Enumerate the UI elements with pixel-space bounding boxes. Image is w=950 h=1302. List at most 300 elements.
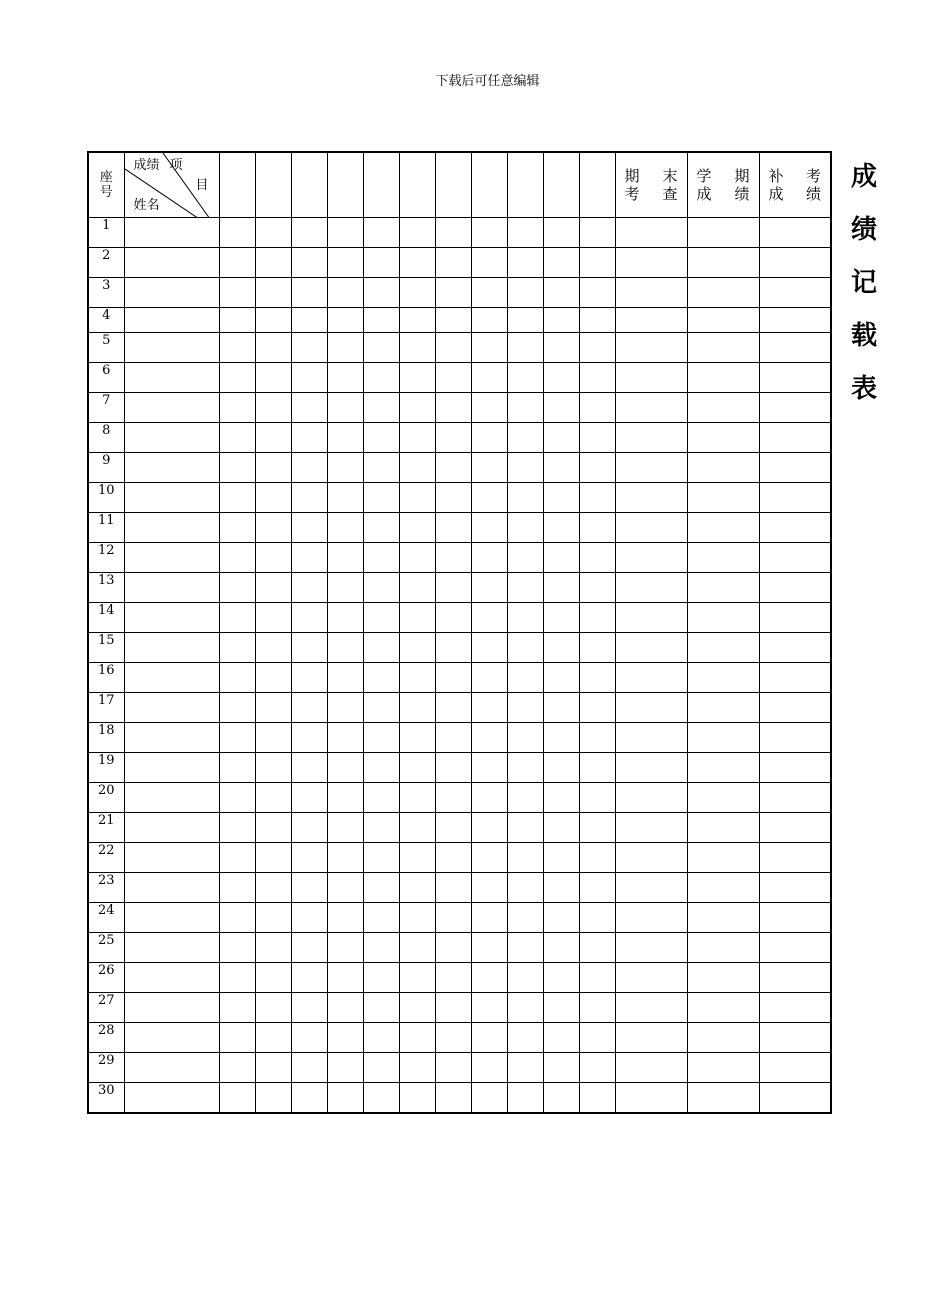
subject-header-cell[interactable] (291, 152, 327, 218)
student-name-cell[interactable] (124, 1023, 219, 1053)
score-cell[interactable] (255, 573, 291, 603)
makeup-exam-cell[interactable] (759, 333, 831, 363)
final-exam-cell[interactable] (615, 483, 687, 513)
score-cell[interactable] (399, 723, 435, 753)
score-cell[interactable] (219, 723, 255, 753)
score-cell[interactable] (507, 423, 543, 453)
final-exam-cell[interactable] (615, 843, 687, 873)
score-cell[interactable] (579, 873, 615, 903)
score-cell[interactable] (291, 723, 327, 753)
score-cell[interactable] (291, 813, 327, 843)
score-cell[interactable] (327, 873, 363, 903)
score-cell[interactable] (471, 843, 507, 873)
score-cell[interactable] (435, 723, 471, 753)
score-cell[interactable] (471, 873, 507, 903)
score-cell[interactable] (291, 1083, 327, 1114)
score-cell[interactable] (579, 693, 615, 723)
score-cell[interactable] (399, 218, 435, 248)
score-cell[interactable] (435, 248, 471, 278)
score-cell[interactable] (219, 483, 255, 513)
score-cell[interactable] (579, 393, 615, 423)
score-cell[interactable] (435, 423, 471, 453)
score-cell[interactable] (219, 633, 255, 663)
score-cell[interactable] (471, 813, 507, 843)
makeup-exam-cell[interactable] (759, 573, 831, 603)
semester-grade-cell[interactable] (687, 218, 759, 248)
semester-grade-cell[interactable] (687, 333, 759, 363)
score-cell[interactable] (579, 333, 615, 363)
score-cell[interactable] (363, 393, 399, 423)
score-cell[interactable] (399, 363, 435, 393)
score-cell[interactable] (219, 333, 255, 363)
score-cell[interactable] (543, 573, 579, 603)
score-cell[interactable] (255, 633, 291, 663)
score-cell[interactable] (327, 1083, 363, 1114)
semester-grade-cell[interactable] (687, 633, 759, 663)
score-cell[interactable] (219, 663, 255, 693)
score-cell[interactable] (543, 933, 579, 963)
score-cell[interactable] (471, 483, 507, 513)
subject-header-cell[interactable] (219, 152, 255, 218)
score-cell[interactable] (291, 903, 327, 933)
semester-grade-cell[interactable] (687, 393, 759, 423)
score-cell[interactable] (471, 248, 507, 278)
score-cell[interactable] (327, 933, 363, 963)
student-name-cell[interactable] (124, 1083, 219, 1114)
score-cell[interactable] (543, 723, 579, 753)
score-cell[interactable] (543, 663, 579, 693)
score-cell[interactable] (471, 1053, 507, 1083)
score-cell[interactable] (471, 513, 507, 543)
score-cell[interactable] (471, 333, 507, 363)
makeup-exam-cell[interactable] (759, 363, 831, 393)
score-cell[interactable] (579, 278, 615, 308)
score-cell[interactable] (219, 543, 255, 573)
score-cell[interactable] (543, 393, 579, 423)
score-cell[interactable] (471, 903, 507, 933)
score-cell[interactable] (363, 308, 399, 333)
score-cell[interactable] (327, 993, 363, 1023)
semester-grade-cell[interactable] (687, 1053, 759, 1083)
score-cell[interactable] (291, 573, 327, 603)
score-cell[interactable] (255, 753, 291, 783)
score-cell[interactable] (507, 1053, 543, 1083)
score-cell[interactable] (579, 423, 615, 453)
score-cell[interactable] (543, 1053, 579, 1083)
subject-header-cell[interactable] (543, 152, 579, 218)
score-cell[interactable] (435, 1083, 471, 1114)
score-cell[interactable] (435, 1053, 471, 1083)
final-exam-cell[interactable] (615, 633, 687, 663)
score-cell[interactable] (219, 308, 255, 333)
score-cell[interactable] (435, 218, 471, 248)
student-name-cell[interactable] (124, 363, 219, 393)
makeup-exam-cell[interactable] (759, 693, 831, 723)
score-cell[interactable] (363, 513, 399, 543)
score-cell[interactable] (435, 573, 471, 603)
score-cell[interactable] (399, 573, 435, 603)
student-name-cell[interactable] (124, 993, 219, 1023)
score-cell[interactable] (327, 573, 363, 603)
score-cell[interactable] (471, 663, 507, 693)
semester-grade-cell[interactable] (687, 963, 759, 993)
score-cell[interactable] (219, 513, 255, 543)
score-cell[interactable] (363, 663, 399, 693)
score-cell[interactable] (399, 248, 435, 278)
semester-grade-cell[interactable] (687, 723, 759, 753)
final-exam-cell[interactable] (615, 813, 687, 843)
score-cell[interactable] (399, 333, 435, 363)
final-exam-cell[interactable] (615, 363, 687, 393)
score-cell[interactable] (471, 1023, 507, 1053)
score-cell[interactable] (363, 278, 399, 308)
score-cell[interactable] (507, 1083, 543, 1114)
student-name-cell[interactable] (124, 423, 219, 453)
makeup-exam-cell[interactable] (759, 1083, 831, 1114)
score-cell[interactable] (363, 843, 399, 873)
score-cell[interactable] (327, 308, 363, 333)
score-cell[interactable] (507, 278, 543, 308)
score-cell[interactable] (291, 1023, 327, 1053)
student-name-cell[interactable] (124, 933, 219, 963)
final-exam-cell[interactable] (615, 693, 687, 723)
score-cell[interactable] (399, 873, 435, 903)
score-cell[interactable] (291, 308, 327, 333)
semester-grade-cell[interactable] (687, 483, 759, 513)
score-cell[interactable] (507, 1023, 543, 1053)
score-cell[interactable] (399, 513, 435, 543)
student-name-cell[interactable] (124, 308, 219, 333)
semester-grade-cell[interactable] (687, 663, 759, 693)
score-cell[interactable] (255, 963, 291, 993)
score-cell[interactable] (435, 753, 471, 783)
score-cell[interactable] (399, 693, 435, 723)
score-cell[interactable] (327, 963, 363, 993)
subject-header-cell[interactable] (327, 152, 363, 218)
score-cell[interactable] (435, 453, 471, 483)
subject-header-cell[interactable] (363, 152, 399, 218)
score-cell[interactable] (435, 513, 471, 543)
score-cell[interactable] (327, 278, 363, 308)
score-cell[interactable] (255, 603, 291, 633)
student-name-cell[interactable] (124, 663, 219, 693)
score-cell[interactable] (219, 393, 255, 423)
score-cell[interactable] (399, 308, 435, 333)
score-cell[interactable] (471, 603, 507, 633)
score-cell[interactable] (543, 633, 579, 663)
student-name-cell[interactable] (124, 453, 219, 483)
score-cell[interactable] (399, 393, 435, 423)
score-cell[interactable] (291, 333, 327, 363)
score-cell[interactable] (579, 218, 615, 248)
score-cell[interactable] (363, 903, 399, 933)
score-cell[interactable] (507, 843, 543, 873)
score-cell[interactable] (255, 308, 291, 333)
score-cell[interactable] (363, 993, 399, 1023)
score-cell[interactable] (471, 363, 507, 393)
score-cell[interactable] (327, 453, 363, 483)
score-cell[interactable] (543, 308, 579, 333)
score-cell[interactable] (291, 248, 327, 278)
semester-grade-cell[interactable] (687, 1023, 759, 1053)
score-cell[interactable] (255, 933, 291, 963)
score-cell[interactable] (507, 693, 543, 723)
score-cell[interactable] (507, 218, 543, 248)
score-cell[interactable] (435, 278, 471, 308)
score-cell[interactable] (543, 873, 579, 903)
final-exam-cell[interactable] (615, 1053, 687, 1083)
score-cell[interactable] (399, 783, 435, 813)
score-cell[interactable] (399, 963, 435, 993)
score-cell[interactable] (471, 573, 507, 603)
score-cell[interactable] (507, 993, 543, 1023)
final-exam-cell[interactable] (615, 783, 687, 813)
final-exam-cell[interactable] (615, 1083, 687, 1114)
final-exam-cell[interactable] (615, 278, 687, 308)
score-cell[interactable] (219, 1023, 255, 1053)
score-cell[interactable] (579, 603, 615, 633)
student-name-cell[interactable] (124, 483, 219, 513)
makeup-exam-cell[interactable] (759, 873, 831, 903)
score-cell[interactable] (543, 278, 579, 308)
score-cell[interactable] (255, 723, 291, 753)
student-name-cell[interactable] (124, 1053, 219, 1083)
makeup-exam-cell[interactable] (759, 753, 831, 783)
score-cell[interactable] (363, 423, 399, 453)
score-cell[interactable] (219, 423, 255, 453)
score-cell[interactable] (327, 783, 363, 813)
makeup-exam-cell[interactable] (759, 633, 831, 663)
score-cell[interactable] (435, 663, 471, 693)
score-cell[interactable] (219, 1053, 255, 1083)
makeup-exam-cell[interactable] (759, 843, 831, 873)
score-cell[interactable] (255, 903, 291, 933)
student-name-cell[interactable] (124, 903, 219, 933)
score-cell[interactable] (219, 903, 255, 933)
score-cell[interactable] (219, 278, 255, 308)
student-name-cell[interactable] (124, 813, 219, 843)
score-cell[interactable] (435, 903, 471, 933)
score-cell[interactable] (507, 723, 543, 753)
score-cell[interactable] (291, 543, 327, 573)
score-cell[interactable] (327, 813, 363, 843)
score-cell[interactable] (507, 333, 543, 363)
score-cell[interactable] (435, 843, 471, 873)
score-cell[interactable] (327, 513, 363, 543)
score-cell[interactable] (543, 993, 579, 1023)
score-cell[interactable] (543, 218, 579, 248)
score-cell[interactable] (255, 1083, 291, 1114)
score-cell[interactable] (219, 933, 255, 963)
score-cell[interactable] (543, 693, 579, 723)
semester-grade-cell[interactable] (687, 753, 759, 783)
score-cell[interactable] (291, 933, 327, 963)
score-cell[interactable] (543, 603, 579, 633)
score-cell[interactable] (507, 963, 543, 993)
score-cell[interactable] (543, 333, 579, 363)
final-exam-cell[interactable] (615, 248, 687, 278)
makeup-exam-cell[interactable] (759, 903, 831, 933)
makeup-exam-cell[interactable] (759, 483, 831, 513)
score-cell[interactable] (507, 363, 543, 393)
score-cell[interactable] (579, 513, 615, 543)
score-cell[interactable] (507, 453, 543, 483)
score-cell[interactable] (291, 1053, 327, 1083)
score-cell[interactable] (579, 308, 615, 333)
score-cell[interactable] (363, 933, 399, 963)
score-cell[interactable] (291, 453, 327, 483)
score-cell[interactable] (327, 603, 363, 633)
score-cell[interactable] (543, 248, 579, 278)
makeup-exam-cell[interactable] (759, 963, 831, 993)
student-name-cell[interactable] (124, 723, 219, 753)
score-cell[interactable] (435, 333, 471, 363)
final-exam-cell[interactable] (615, 933, 687, 963)
makeup-exam-cell[interactable] (759, 1053, 831, 1083)
makeup-exam-cell[interactable] (759, 453, 831, 483)
score-cell[interactable] (399, 903, 435, 933)
score-cell[interactable] (579, 753, 615, 783)
score-cell[interactable] (327, 633, 363, 663)
semester-grade-cell[interactable] (687, 573, 759, 603)
score-cell[interactable] (543, 483, 579, 513)
score-cell[interactable] (363, 633, 399, 663)
score-cell[interactable] (579, 453, 615, 483)
semester-grade-cell[interactable] (687, 308, 759, 333)
score-cell[interactable] (579, 903, 615, 933)
score-cell[interactable] (363, 1053, 399, 1083)
score-cell[interactable] (291, 483, 327, 513)
score-cell[interactable] (399, 1083, 435, 1114)
score-cell[interactable] (471, 783, 507, 813)
score-cell[interactable] (471, 453, 507, 483)
score-cell[interactable] (291, 218, 327, 248)
final-exam-cell[interactable] (615, 663, 687, 693)
score-cell[interactable] (255, 393, 291, 423)
score-cell[interactable] (399, 278, 435, 308)
score-cell[interactable] (543, 423, 579, 453)
semester-grade-cell[interactable] (687, 993, 759, 1023)
final-exam-cell[interactable] (615, 218, 687, 248)
semester-grade-cell[interactable] (687, 603, 759, 633)
score-cell[interactable] (399, 603, 435, 633)
score-cell[interactable] (255, 218, 291, 248)
score-cell[interactable] (291, 633, 327, 663)
score-cell[interactable] (507, 308, 543, 333)
makeup-exam-cell[interactable] (759, 218, 831, 248)
score-cell[interactable] (327, 903, 363, 933)
score-cell[interactable] (471, 933, 507, 963)
makeup-exam-cell[interactable] (759, 723, 831, 753)
score-cell[interactable] (507, 783, 543, 813)
semester-grade-cell[interactable] (687, 933, 759, 963)
student-name-cell[interactable] (124, 693, 219, 723)
semester-grade-cell[interactable] (687, 513, 759, 543)
score-cell[interactable] (255, 333, 291, 363)
score-cell[interactable] (327, 333, 363, 363)
score-cell[interactable] (543, 753, 579, 783)
score-cell[interactable] (435, 603, 471, 633)
score-cell[interactable] (363, 218, 399, 248)
score-cell[interactable] (471, 963, 507, 993)
final-exam-cell[interactable] (615, 423, 687, 453)
score-cell[interactable] (291, 693, 327, 723)
score-cell[interactable] (363, 963, 399, 993)
score-cell[interactable] (255, 453, 291, 483)
score-cell[interactable] (543, 1023, 579, 1053)
score-cell[interactable] (255, 278, 291, 308)
score-cell[interactable] (399, 993, 435, 1023)
makeup-exam-cell[interactable] (759, 993, 831, 1023)
score-cell[interactable] (219, 363, 255, 393)
score-cell[interactable] (507, 933, 543, 963)
score-cell[interactable] (327, 693, 363, 723)
score-cell[interactable] (255, 248, 291, 278)
score-cell[interactable] (363, 333, 399, 363)
score-cell[interactable] (327, 363, 363, 393)
score-cell[interactable] (543, 843, 579, 873)
final-exam-cell[interactable] (615, 308, 687, 333)
semester-grade-cell[interactable] (687, 903, 759, 933)
score-cell[interactable] (363, 693, 399, 723)
score-cell[interactable] (543, 963, 579, 993)
score-cell[interactable] (219, 993, 255, 1023)
score-cell[interactable] (399, 633, 435, 663)
score-cell[interactable] (399, 843, 435, 873)
score-cell[interactable] (507, 513, 543, 543)
score-cell[interactable] (255, 843, 291, 873)
score-cell[interactable] (579, 783, 615, 813)
semester-grade-cell[interactable] (687, 543, 759, 573)
score-cell[interactable] (399, 933, 435, 963)
score-cell[interactable] (435, 633, 471, 663)
score-cell[interactable] (543, 783, 579, 813)
score-cell[interactable] (471, 693, 507, 723)
score-cell[interactable] (471, 423, 507, 453)
score-cell[interactable] (435, 1023, 471, 1053)
score-cell[interactable] (327, 843, 363, 873)
score-cell[interactable] (255, 873, 291, 903)
score-cell[interactable] (399, 453, 435, 483)
student-name-cell[interactable] (124, 333, 219, 363)
score-cell[interactable] (327, 483, 363, 513)
score-cell[interactable] (219, 843, 255, 873)
score-cell[interactable] (219, 693, 255, 723)
score-cell[interactable] (363, 573, 399, 603)
student-name-cell[interactable] (124, 843, 219, 873)
score-cell[interactable] (579, 483, 615, 513)
score-cell[interactable] (327, 753, 363, 783)
student-name-cell[interactable] (124, 218, 219, 248)
score-cell[interactable] (399, 1053, 435, 1083)
score-cell[interactable] (291, 423, 327, 453)
score-cell[interactable] (219, 573, 255, 603)
score-cell[interactable] (543, 903, 579, 933)
score-cell[interactable] (219, 603, 255, 633)
makeup-exam-cell[interactable] (759, 308, 831, 333)
final-exam-cell[interactable] (615, 963, 687, 993)
final-exam-cell[interactable] (615, 573, 687, 603)
final-exam-cell[interactable] (615, 393, 687, 423)
makeup-exam-cell[interactable] (759, 543, 831, 573)
score-cell[interactable] (471, 753, 507, 783)
score-cell[interactable] (471, 308, 507, 333)
score-cell[interactable] (363, 873, 399, 903)
score-cell[interactable] (363, 483, 399, 513)
score-cell[interactable] (435, 933, 471, 963)
student-name-cell[interactable] (124, 633, 219, 663)
score-cell[interactable] (219, 218, 255, 248)
